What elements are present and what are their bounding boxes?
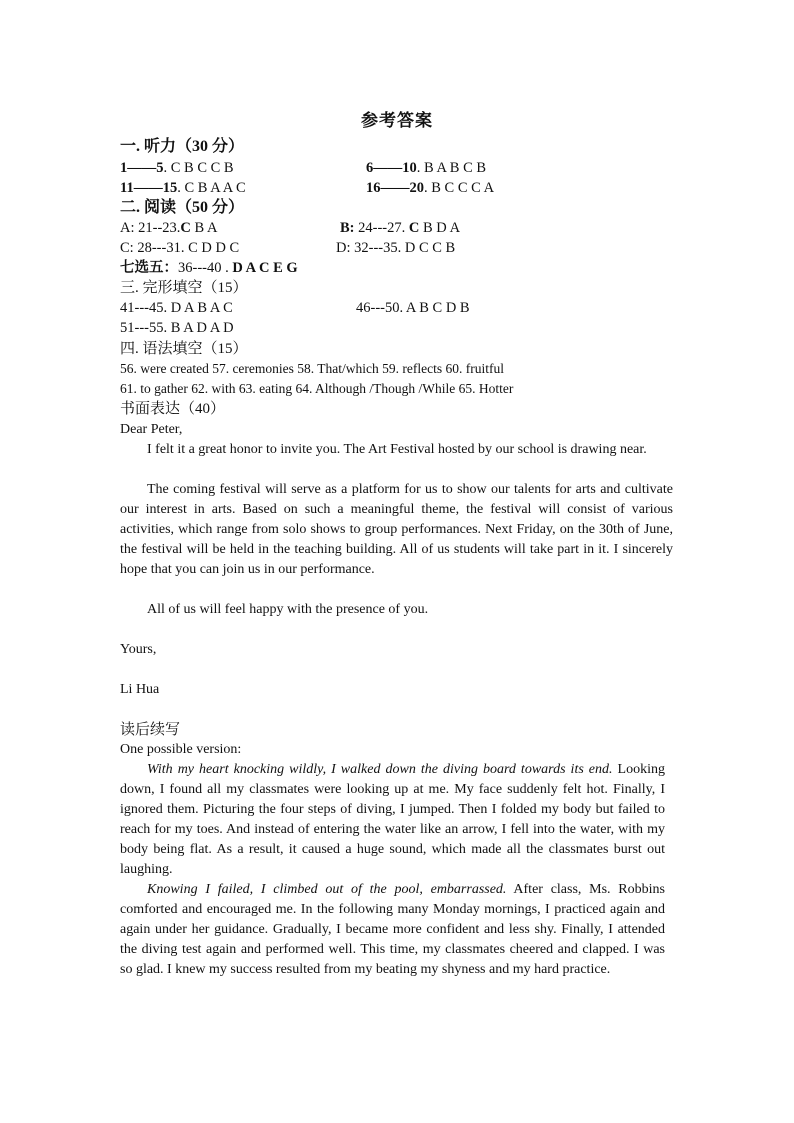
cloze-heading: 三. 完形填空（15） [120, 280, 248, 296]
answer-values: . C B A A C [177, 180, 246, 196]
continuation-text-2: After class, Ms. Robbins comforted and encouraged me. In the following many Monday mornings, I practiced again and again under her guidance. Gradually, I became more confident and less shy. Finally, I attended the diving test again and performed well. This time, my classmates cheered and clapped. I was so glad. I knew my success resulted from my beating my shyness and my hard practice. [120, 882, 665, 977]
answer-range: 11——15 [120, 180, 178, 196]
continuation-intro: One possible version: [120, 742, 242, 757]
continuation-paragraph-1 [120, 760, 665, 880]
continuation-paragraph-2 [120, 880, 665, 980]
continuation-given-sentence-1: With my heart knocking wildly, I walked down the diving board towards its end. [147, 762, 613, 777]
answer-values: . B C C C A [424, 180, 495, 196]
listening-heading: 一. 听力（30 分） [120, 138, 245, 155]
letter-paragraph-2: The coming festival will serve as a platform for us to show our talents for arts and cultivate our interest in arts. Based on such a meaningful theme, the festival will consist of various activities, which range from solo shows to group performances. Next Friday, on the 30th of June, the festival will be held in the teaching building. All of us students will take part in it. I sincerely hope that you can join us in our performance. [120, 482, 673, 577]
passage-c-label: C: [120, 240, 134, 256]
cloze-row-2: 51---55. B A D A D [120, 320, 234, 336]
passage-d-label: D: [336, 240, 351, 256]
letter-greeting: Dear Peter, [120, 422, 183, 437]
cloze-answers-46-50: 46---50. A B C D B [356, 300, 470, 316]
passage-a-first: C [180, 220, 191, 236]
passage-c-answers: 28---31. C D D C [137, 240, 240, 256]
answer-values: . B A B C B [416, 160, 487, 176]
letter-paragraph-3: All of us will feel happy with the presence of you. [147, 602, 429, 617]
page-title: 参考答案 [361, 111, 433, 130]
answer-range: 6——10 [366, 160, 417, 176]
letter-closing: Yours, [120, 642, 157, 657]
listening-row-1 [120, 158, 680, 178]
continuation-given-sentence-2: Knowing I failed, I climbed out of the pool, embarrassed. [147, 882, 507, 897]
grammar-heading: 四. 语法填空（15） [120, 341, 248, 357]
passage-b-range: 24---27. [358, 220, 406, 236]
cloze-row-1 [120, 298, 680, 318]
continuation-text-1: Looking down, I found all my classmates were looking up at me. My face suddenly felt hot. Finally, I ignored them. Picturing the four steps of diving, I jumped. Then I folded my body but failed to reach for my toes. And instead of entering the water like an arrow, I fell into the water, with my body being flat. As a result, it caused a huge sound, which made all the classmates burst out laughing. [120, 762, 665, 877]
seven-choose-five-row [120, 258, 298, 278]
reading-row-ab [120, 218, 680, 238]
reading-heading: 二. 阅读（50 分） [120, 199, 245, 216]
grammar-row-1: 56. were created 57. ceremonies 58. That/which 59. reflects 60. fruitful [120, 361, 504, 376]
reading-row-cd [120, 238, 680, 258]
seven-choose-five-answers: D A C E G [232, 260, 298, 276]
passage-a-rest: B A [190, 220, 218, 236]
answer-range: 16——20 [366, 180, 424, 196]
passage-a-range: 21--23. [138, 220, 181, 236]
cloze-answers-41-45: 41---45. D A B A C [120, 300, 233, 316]
passage-a-label: A: [120, 220, 135, 236]
seven-choose-five-label: 七选五： [120, 260, 178, 276]
continuation-heading: 读后续写 [120, 722, 181, 738]
answer-values: . C B C C B [163, 160, 234, 176]
passage-b-first: C [408, 220, 420, 236]
letter-paragraph-1: I felt it a great honor to invite you. The Art Festival hosted by our school is drawing near. [147, 442, 647, 457]
seven-choose-five-range: 36---40 . [178, 260, 229, 276]
listening-row-2 [120, 178, 680, 198]
grammar-row-2: 61. to gather 62. with 63. eating 64. Although /Though /While 65. Hotter [120, 381, 514, 396]
passage-b-rest: B D A [422, 220, 461, 236]
answer-range: 1——5 [120, 160, 164, 176]
letter-signature: Li Hua [120, 682, 160, 697]
writing-heading: 书面表达（40） [120, 401, 226, 417]
passage-b-label: B: [340, 220, 355, 236]
passage-d-answers: 32---35. D C C B [354, 240, 456, 256]
